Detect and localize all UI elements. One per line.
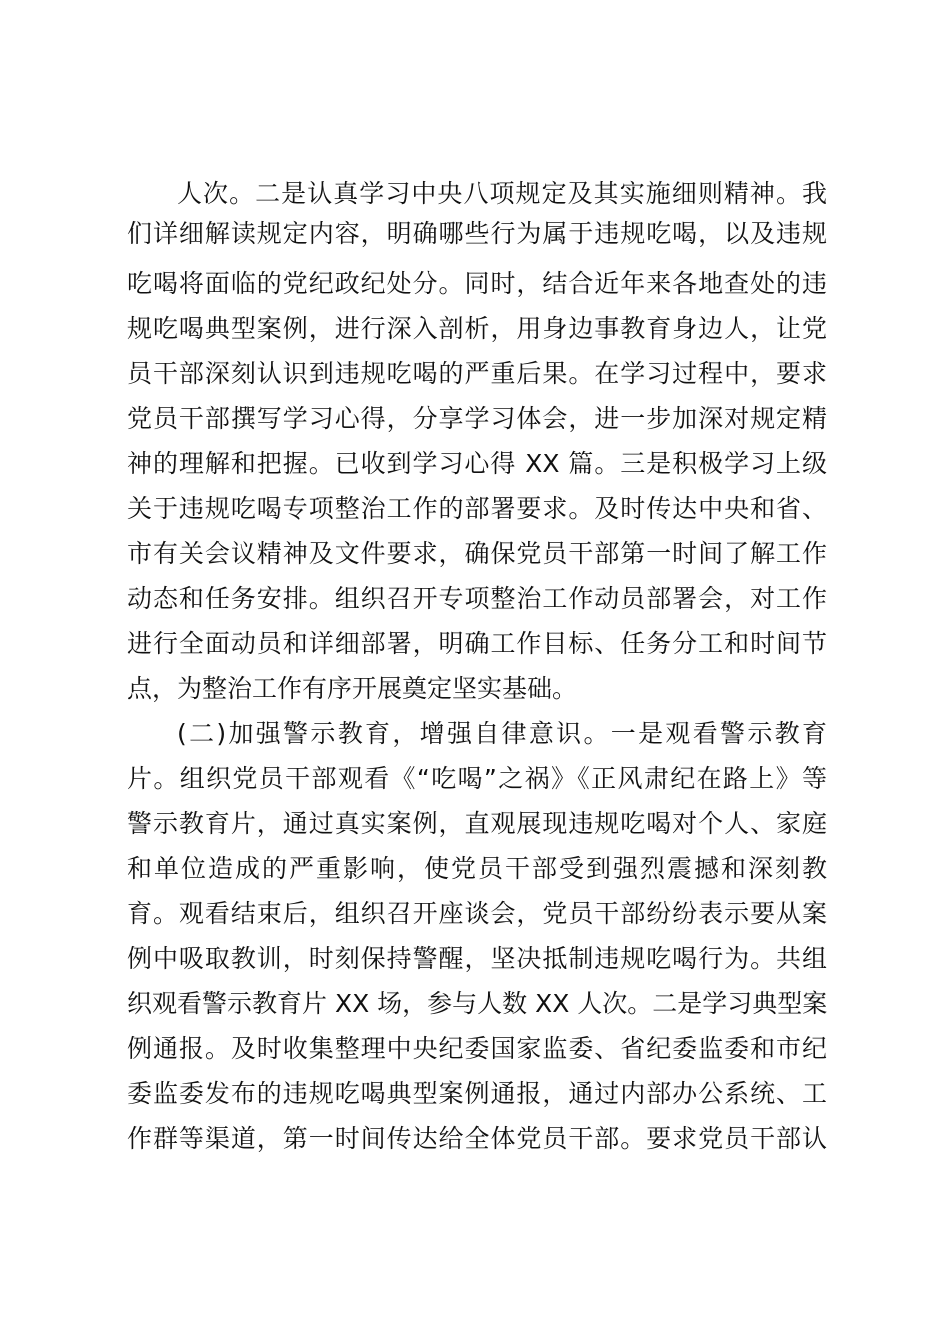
text-line: 育。观看结束后，组织召开座谈会，党员干部纷纷表示要从案 xyxy=(127,899,827,928)
text-line: 织观看警示教育片 XX 场，参与人数 XX 人次。二是学习典型案 xyxy=(127,989,827,1018)
text-line: 人次。二是认真学习中央八项规定及其实施细则精神。我 xyxy=(177,179,827,208)
text-line: 进行全面动员和详细部署，明确工作目标、任务分工和时间节 xyxy=(127,629,827,658)
text-line: 作群等渠道，第一时间传达给全体党员干部。要求党员干部认 xyxy=(127,1124,827,1153)
text-line: 委监委发布的违规吃喝典型案例通报，通过内部办公系统、工 xyxy=(127,1079,827,1108)
text-line: 员干部深刻认识到违规吃喝的严重后果。在学习过程中，要求 xyxy=(127,359,827,388)
section-heading-line: (二)加强警示教育，增强自律意识。一是观看警示教育 xyxy=(177,719,827,748)
text-line: 点，为整治工作有序开展奠定坚实基础。 xyxy=(127,674,578,703)
text-line: 们详细解读规定内容，明确哪些行为属于违规吃喝，以及违规 xyxy=(127,219,827,248)
text-line: 例通报。及时收集整理中央纪委国家监委、省纪委监委和市纪 xyxy=(127,1034,827,1063)
text-line: 例中吸取教训，时刻保持警醒，坚决抵制违规吃喝行为。共组 xyxy=(127,944,827,973)
text-line: 动态和任务安排。组织召开专项整治工作动员部署会，对工作 xyxy=(127,584,827,613)
text-line: 片。组织党员干部观看《“吃喝”之祸》《正风肃纪在路上》等 xyxy=(127,764,827,793)
text-line: 规吃喝典型案例，进行深入剖析，用身边事教育身边人，让党 xyxy=(127,314,827,343)
text-line: 警示教育片，通过真实案例，直观展现违规吃喝对个人、家庭 xyxy=(127,809,827,838)
text-line: 市有关会议精神及文件要求，确保党员干部第一时间了解工作 xyxy=(127,539,827,568)
text-line: 党员干部撰写学习心得，分享学习体会，进一步加深对规定精 xyxy=(127,404,827,433)
text-line: 关于违规吃喝专项整治工作的部署要求。及时传达中央和省、 xyxy=(127,494,827,523)
text-line: 神的理解和把握。已收到学习心得 XX 篇。三是积极学习上级 xyxy=(127,449,827,478)
text-line: 和单位造成的严重影响，使党员干部受到强烈震撼和深刻教 xyxy=(127,854,827,883)
text-line: 吃喝将面临的党纪政纪处分。同时，结合近年来各地查处的违 xyxy=(127,269,827,298)
